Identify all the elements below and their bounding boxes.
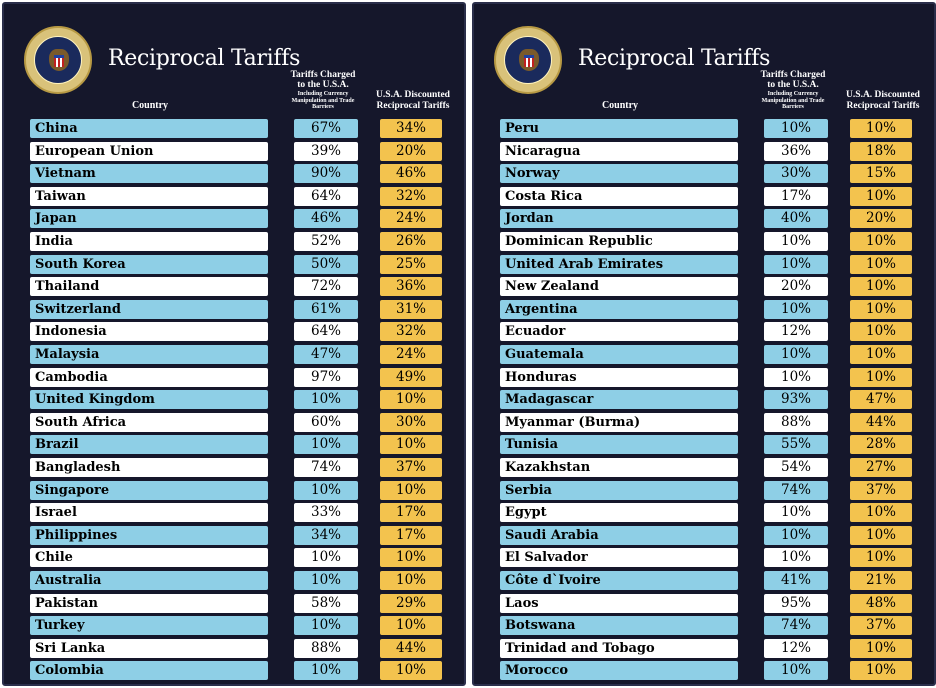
tariff-charged-cell: 10% — [294, 548, 358, 567]
country-cell: Philippines — [30, 526, 268, 545]
discounted-tariff-cell: 10% — [380, 435, 442, 454]
discounted-tariff-cell: 37% — [380, 458, 442, 477]
tariff-charged-cell: 34% — [294, 526, 358, 545]
country-cell: Cambodia — [30, 368, 268, 387]
tariff-charged-cell: 17% — [764, 187, 828, 206]
table-row — [474, 661, 936, 680]
tariff-charged-cell: 58% — [294, 594, 358, 613]
country-cell: Costa Rica — [500, 187, 738, 206]
table-row — [4, 594, 468, 613]
tariff-charged-cell: 41% — [764, 571, 828, 590]
table-row — [4, 548, 468, 567]
tariff-charged-cell: 46% — [294, 209, 358, 228]
table-row — [474, 571, 936, 590]
country-cell: Malaysia — [30, 345, 268, 364]
tariff-charged-cell: 93% — [764, 390, 828, 409]
discounted-tariff-cell: 15% — [850, 164, 912, 183]
country-cell: Turkey — [30, 616, 268, 635]
tariff-charged-cell: 10% — [294, 616, 358, 635]
table-row — [4, 435, 468, 454]
country-cell: Peru — [500, 119, 738, 138]
discounted-tariff-cell: 10% — [380, 390, 442, 409]
country-cell: Trinidad and Tobago — [500, 639, 738, 658]
table-row — [474, 368, 936, 387]
discounted-tariff-cell: 10% — [850, 255, 912, 274]
header-discounted: U.S.A. Discounted Reciprocal Tariffs — [376, 90, 450, 111]
discounted-tariff-cell: 28% — [850, 435, 912, 454]
country-cell: United Arab Emirates — [500, 255, 738, 274]
country-cell: Israel — [30, 503, 268, 522]
discounted-tariff-cell: 17% — [380, 503, 442, 522]
country-cell: China — [30, 119, 268, 138]
country-cell: Argentina — [500, 300, 738, 319]
tariff-charged-cell: 88% — [764, 413, 828, 432]
discounted-tariff-cell: 21% — [850, 571, 912, 590]
table-row — [4, 164, 468, 183]
country-cell: Myanmar (Burma) — [500, 413, 738, 432]
country-cell: Saudi Arabia — [500, 526, 738, 545]
table-row — [4, 639, 468, 658]
tariff-charged-cell: 12% — [764, 639, 828, 658]
tariff-charged-cell: 10% — [294, 435, 358, 454]
country-cell: New Zealand — [500, 277, 738, 296]
tariff-charged-cell: 64% — [294, 187, 358, 206]
table-row — [4, 503, 468, 522]
header-charged-sub: Including Currency Manipulation and Trade Barriers — [761, 91, 825, 110]
table-row — [474, 390, 936, 409]
discounted-tariff-cell: 10% — [850, 232, 912, 251]
discounted-tariff-cell: 10% — [380, 661, 442, 680]
tariff-charged-cell: 52% — [294, 232, 358, 251]
country-cell: Bangladesh — [30, 458, 268, 477]
tariff-charged-cell: 10% — [294, 661, 358, 680]
header-country: Country — [131, 100, 169, 111]
table-row — [4, 119, 468, 138]
panel-title: Reciprocal Tariffs — [578, 46, 771, 71]
tariff-charged-cell: 90% — [294, 164, 358, 183]
tariff-charged-cell: 40% — [764, 209, 828, 228]
country-cell: Tunisia — [500, 435, 738, 454]
country-cell: South Africa — [30, 413, 268, 432]
discounted-tariff-cell: 32% — [380, 187, 442, 206]
discounted-tariff-cell: 10% — [850, 526, 912, 545]
presidential-seal — [24, 26, 92, 94]
table-row — [4, 616, 468, 635]
tariff-charged-cell: 10% — [294, 481, 358, 500]
tariff-charged-cell: 10% — [764, 548, 828, 567]
country-cell: Singapore — [30, 481, 268, 500]
country-cell: Madagascar — [500, 390, 738, 409]
discounted-tariff-cell: 10% — [850, 187, 912, 206]
table-row — [4, 661, 468, 680]
discounted-tariff-cell: 10% — [380, 616, 442, 635]
header-tariffs-charged — [758, 70, 828, 111]
table-row — [4, 255, 468, 274]
discounted-tariff-cell: 44% — [380, 639, 442, 658]
discounted-tariff-cell: 10% — [850, 503, 912, 522]
tariff-panel-right — [472, 2, 936, 686]
tariff-charged-cell: 36% — [764, 142, 828, 161]
table-row — [4, 571, 468, 590]
tariff-charged-cell: 97% — [294, 368, 358, 387]
country-cell: Botswana — [500, 616, 738, 635]
tariff-charged-cell: 50% — [294, 255, 358, 274]
country-cell: Sri Lanka — [30, 639, 268, 658]
table-row — [474, 119, 936, 138]
country-cell: Serbia — [500, 481, 738, 500]
table-row — [474, 209, 936, 228]
discounted-tariff-cell: 10% — [850, 548, 912, 567]
discounted-tariff-cell: 10% — [850, 277, 912, 296]
tariff-panel-left — [2, 2, 466, 686]
discounted-tariff-cell: 10% — [850, 368, 912, 387]
table-row — [474, 526, 936, 545]
discounted-tariff-cell: 46% — [380, 164, 442, 183]
tariff-charged-cell: 72% — [294, 277, 358, 296]
country-cell: Indonesia — [30, 322, 268, 341]
tariff-charged-cell: 10% — [764, 526, 828, 545]
tariff-charged-cell: 64% — [294, 322, 358, 341]
tariff-charged-cell: 10% — [764, 345, 828, 364]
country-cell: European Union — [30, 142, 268, 161]
table-row — [474, 255, 936, 274]
country-cell: Nicaragua — [500, 142, 738, 161]
table-row — [4, 413, 468, 432]
table-row — [4, 368, 468, 387]
tariff-charged-cell: 54% — [764, 458, 828, 477]
discounted-tariff-cell: 47% — [850, 390, 912, 409]
table-row — [474, 232, 936, 251]
table-row — [4, 187, 468, 206]
country-cell: Vietnam — [30, 164, 268, 183]
country-cell: El Salvador — [500, 548, 738, 567]
discounted-tariff-cell: 10% — [850, 300, 912, 319]
discounted-tariff-cell: 24% — [380, 345, 442, 364]
country-cell: South Korea — [30, 255, 268, 274]
tariff-charged-cell: 74% — [294, 458, 358, 477]
shield-icon — [524, 55, 534, 67]
table-row — [474, 435, 936, 454]
panel-title: Reciprocal Tariffs — [108, 46, 301, 71]
discounted-tariff-cell: 29% — [380, 594, 442, 613]
table-row — [4, 232, 468, 251]
country-cell: Norway — [500, 164, 738, 183]
discounted-tariff-cell: 17% — [380, 526, 442, 545]
table-row — [474, 300, 936, 319]
tariff-charged-cell: 10% — [294, 390, 358, 409]
tariff-charged-cell: 88% — [294, 639, 358, 658]
country-cell: United Kingdom — [30, 390, 268, 409]
country-cell: Chile — [30, 548, 268, 567]
country-cell: Ecuador — [500, 322, 738, 341]
table-row — [474, 277, 936, 296]
country-cell: Laos — [500, 594, 738, 613]
table-row — [474, 458, 936, 477]
table-row — [474, 164, 936, 183]
tariff-charged-cell: 30% — [764, 164, 828, 183]
tariff-charged-cell: 39% — [294, 142, 358, 161]
header-charged-main: Tariffs Charged to the U.S.A. — [760, 70, 826, 90]
table-row — [4, 209, 468, 228]
tariff-charged-cell: 47% — [294, 345, 358, 364]
country-cell: Colombia — [30, 661, 268, 680]
tariff-charged-cell: 74% — [764, 616, 828, 635]
country-cell: Japan — [30, 209, 268, 228]
discounted-tariff-cell: 10% — [850, 345, 912, 364]
table-row — [4, 526, 468, 545]
discounted-tariff-cell: 10% — [380, 548, 442, 567]
table-row — [474, 503, 936, 522]
header-discounted: U.S.A. Discounted Reciprocal Tariffs — [846, 90, 920, 111]
tariff-charged-cell: 33% — [294, 503, 358, 522]
country-cell: India — [30, 232, 268, 251]
table-row — [4, 458, 468, 477]
tariff-charged-cell: 10% — [294, 571, 358, 590]
discounted-tariff-cell: 34% — [380, 119, 442, 138]
discounted-tariff-cell: 25% — [380, 255, 442, 274]
tariff-charged-cell: 95% — [764, 594, 828, 613]
country-cell: Switzerland — [30, 300, 268, 319]
tariff-charged-cell: 12% — [764, 322, 828, 341]
discounted-tariff-cell: 20% — [380, 142, 442, 161]
tariff-charged-cell: 20% — [764, 277, 828, 296]
discounted-tariff-cell: 27% — [850, 458, 912, 477]
discounted-tariff-cell: 30% — [380, 413, 442, 432]
country-cell: Guatemala — [500, 345, 738, 364]
tariff-charged-cell: 61% — [294, 300, 358, 319]
discounted-tariff-cell: 36% — [380, 277, 442, 296]
country-cell: Honduras — [500, 368, 738, 387]
tariff-charged-cell: 10% — [764, 232, 828, 251]
discounted-tariff-cell: 26% — [380, 232, 442, 251]
discounted-tariff-cell: 10% — [380, 481, 442, 500]
tariff-charged-cell: 10% — [764, 300, 828, 319]
seal-center — [34, 36, 82, 84]
discounted-tariff-cell: 10% — [850, 119, 912, 138]
shield-icon — [54, 55, 64, 67]
tariff-charged-cell: 10% — [764, 503, 828, 522]
country-cell: Taiwan — [30, 187, 268, 206]
tariff-charged-cell: 67% — [294, 119, 358, 138]
country-cell: Pakistan — [30, 594, 268, 613]
table-row — [4, 481, 468, 500]
seal-center — [504, 36, 552, 84]
header-charged-main: Tariffs Charged to the U.S.A. — [290, 70, 356, 90]
tariff-charged-cell: 74% — [764, 481, 828, 500]
header-charged-sub: Including Currency Manipulation and Trade Barriers — [291, 91, 355, 110]
country-cell: Egypt — [500, 503, 738, 522]
discounted-tariff-cell: 10% — [380, 571, 442, 590]
tariff-charged-cell: 10% — [764, 119, 828, 138]
header-country: Country — [601, 100, 639, 111]
table-row — [474, 639, 936, 658]
discounted-tariff-cell: 44% — [850, 413, 912, 432]
table-row — [4, 345, 468, 364]
country-cell: Côte d`Ivoire — [500, 571, 738, 590]
table-row — [474, 413, 936, 432]
country-cell: Morocco — [500, 661, 738, 680]
country-cell: Thailand — [30, 277, 268, 296]
discounted-tariff-cell: 20% — [850, 209, 912, 228]
tariff-charged-cell: 10% — [764, 368, 828, 387]
table-row — [474, 345, 936, 364]
discounted-tariff-cell: 18% — [850, 142, 912, 161]
presidential-seal — [494, 26, 562, 94]
tariff-charged-cell: 10% — [764, 255, 828, 274]
table-row — [4, 300, 468, 319]
country-cell: Kazakhstan — [500, 458, 738, 477]
table-row — [474, 322, 936, 341]
header-tariffs-charged — [288, 70, 358, 111]
table-row — [474, 481, 936, 500]
country-cell: Australia — [30, 571, 268, 590]
tariff-charged-cell: 10% — [764, 661, 828, 680]
table-row — [4, 322, 468, 341]
table-row — [4, 277, 468, 296]
country-cell: Brazil — [30, 435, 268, 454]
table-row — [474, 142, 936, 161]
discounted-tariff-cell: 10% — [850, 322, 912, 341]
table-row — [474, 594, 936, 613]
discounted-tariff-cell: 10% — [850, 639, 912, 658]
table-row — [474, 187, 936, 206]
discounted-tariff-cell: 49% — [380, 368, 442, 387]
tariff-charged-cell: 55% — [764, 435, 828, 454]
table-row — [4, 142, 468, 161]
discounted-tariff-cell: 24% — [380, 209, 442, 228]
discounted-tariff-cell: 31% — [380, 300, 442, 319]
discounted-tariff-cell: 32% — [380, 322, 442, 341]
discounted-tariff-cell: 10% — [850, 661, 912, 680]
country-cell: Jordan — [500, 209, 738, 228]
table-row — [474, 548, 936, 567]
country-cell: Dominican Republic — [500, 232, 738, 251]
discounted-tariff-cell: 37% — [850, 481, 912, 500]
tariff-charged-cell: 60% — [294, 413, 358, 432]
table-row — [474, 616, 936, 635]
table-row — [4, 390, 468, 409]
discounted-tariff-cell: 37% — [850, 616, 912, 635]
discounted-tariff-cell: 48% — [850, 594, 912, 613]
